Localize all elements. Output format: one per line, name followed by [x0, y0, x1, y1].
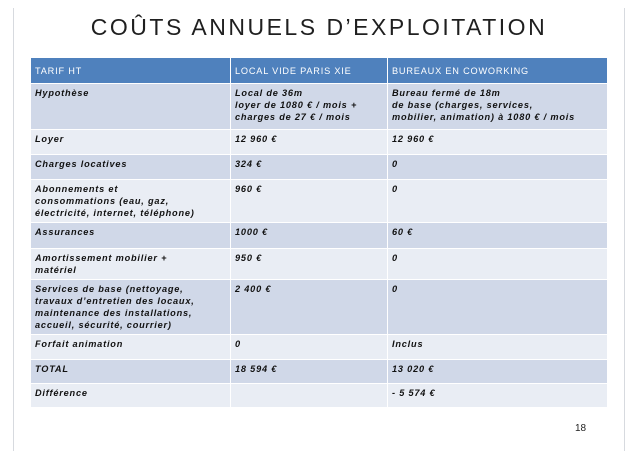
table-row — [31, 280, 608, 335]
table-row — [31, 130, 608, 155]
cell-local: 2 400 € — [231, 280, 388, 335]
cell-local: 18 594 € — [231, 360, 388, 384]
cell-coworking: Inclus — [388, 335, 608, 360]
cell-local: 0 — [231, 335, 388, 360]
page-number: 18 — [575, 423, 587, 434]
cell-local — [231, 384, 388, 408]
cell-coworking: 0 — [388, 280, 608, 335]
table-row — [31, 360, 608, 384]
table-header-row — [31, 58, 608, 84]
table-row — [31, 223, 608, 249]
row-label: Assurances — [31, 223, 231, 249]
cell-coworking: 60 € — [388, 223, 608, 249]
row-label: Charges locatives — [31, 155, 231, 180]
cell-local: Local de 36m loyer de 1080 € / mois + charges de 27 € / mois — [231, 84, 388, 130]
table-row — [31, 84, 608, 130]
cell-coworking: 0 — [388, 180, 608, 223]
cell-coworking: 12 960 € — [388, 130, 608, 155]
row-label: Loyer — [31, 130, 231, 155]
cell-local: 950 € — [231, 249, 388, 280]
cell-local: 12 960 € — [231, 130, 388, 155]
table-row — [31, 249, 608, 280]
cell-local: 1000 € — [231, 223, 388, 249]
cell-coworking: 0 — [388, 249, 608, 280]
table-row — [31, 384, 608, 408]
header-coworking: BUREAUX EN COWORKING — [388, 58, 608, 84]
row-label: Forfait animation — [31, 335, 231, 360]
cell-coworking: 0 — [388, 155, 608, 180]
row-label: Services de base (nettoyage, travaux d’entretien des locaux, maintenance des installations, accueil, sécurité, courrier) — [31, 280, 231, 335]
row-label: Amortissement mobilier + matériel — [31, 249, 231, 280]
row-label: Abonnements et consommations (eau, gaz, électricité, internet, téléphone) — [31, 180, 231, 223]
row-label: TOTAL — [31, 360, 231, 384]
table-row — [31, 155, 608, 180]
header-tarif: TARIF HT — [31, 58, 231, 84]
cell-local: 960 € — [231, 180, 388, 223]
slide-title: COÛTS ANNUELS D’EXPLOITATION — [90, 14, 548, 40]
row-label: Différence — [31, 384, 231, 408]
cell-local: 324 € — [231, 155, 388, 180]
costs-table — [30, 57, 608, 408]
header-local-vide: LOCAL VIDE PARIS XIE — [231, 58, 388, 84]
cell-coworking: Bureau fermé de 18m de base (charges, services, mobilier, animation) à 1080 € / mois — [388, 84, 608, 130]
row-label: Hypothèse — [31, 84, 231, 130]
table-row — [31, 180, 608, 223]
table-row — [31, 335, 608, 360]
cell-coworking: 13 020 € — [388, 360, 608, 384]
cell-coworking: - 5 574 € — [388, 384, 608, 408]
